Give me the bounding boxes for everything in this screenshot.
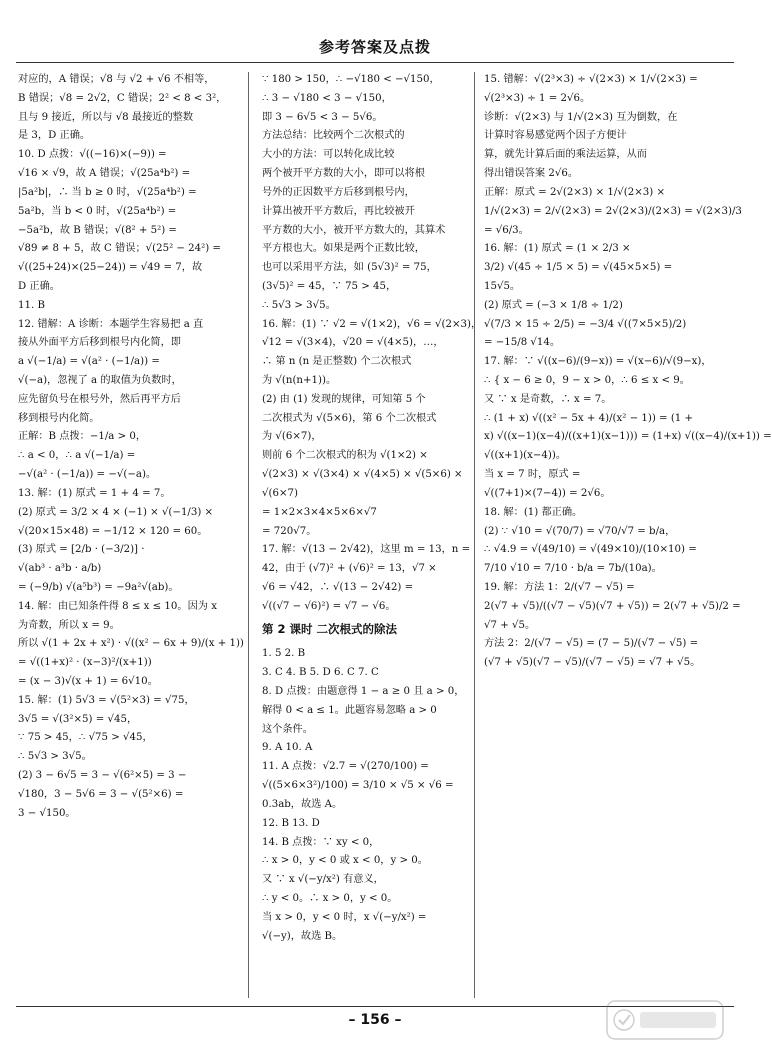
header-rule — [16, 62, 734, 63]
answer-line: ∴ 5√3 > 3√5。 — [262, 299, 336, 311]
answer-line: 为 √(6×7)， — [262, 431, 322, 443]
answer-line: ∴ √4.9 = √(49/10) = √(49×10)/(10×10) = — [484, 544, 697, 556]
answer-line: 则前 6 个二次根式的积为 √(1×2) × — [262, 450, 428, 462]
answer-line: 平方数的大小，被开平方数大的，其算术 — [262, 224, 446, 236]
answer-line: √((25+24)×(25−24)) = √49 = 7，故 — [18, 262, 203, 274]
answer-line: 算，就先计算后面的乘法运算，从而 — [484, 149, 647, 161]
answer-line: −5a²b，故 B 错误；√(8² + 5²) = — [18, 224, 177, 236]
answer-line: 这个条件。 — [262, 723, 313, 735]
answer-line: 5a²b，当 b < 0 时，√(25a⁴b²) = — [18, 205, 177, 217]
answer-line: (2) ∵ √10 = √(70/7) = √70/√7 = b/a， — [484, 525, 676, 537]
answer-line: 1. 5 2. B — [262, 648, 306, 660]
answer-line: 2(√7 + √5)/((√7 − √5)(√7 + √5)) = 2(√7 + √5)/2 = — [484, 600, 741, 612]
answer-line: 15. 解：(1) 5√3 = √(5²×3) = √75， — [18, 694, 195, 706]
answer-line: √(2×3) × √(3×4) × √(4×5) × √(5×6) × — [262, 469, 463, 481]
answer-line: x) √((x−1)(x−4)/((x+1)(x−1))) = (1+x) √((x−4)/(x+1)) = — [484, 431, 772, 443]
answer-line: 移到根号内化简。 — [18, 412, 100, 424]
answer-line: ∴ 5√3 > 3√5。 — [18, 751, 92, 763]
answer-line: 16. 解：(1) 原式 = (1 × 2/3 × — [484, 243, 631, 255]
answer-line: 17. 解：√(13 − 2√42)，这里 m = 13，n = — [262, 544, 471, 556]
answer-line: 又 ∵ x 是奇数，∴ x = 7。 — [484, 393, 612, 405]
answer-line: 3/2) √(45 ÷ 1/5 × 5) = √(45×5×5) = — [484, 262, 673, 274]
answer-line: = (−9/b) √(a⁵b³) = −9a²√(ab)。 — [18, 581, 179, 593]
answer-line: ∴ x > 0，y < 0 或 x < 0，y > 0。 — [262, 855, 428, 867]
answer-line: 13. 解：(1) 原式 = 1 + 4 = 7。 — [18, 487, 171, 499]
answer-line: 9. A 10. A — [262, 742, 313, 754]
answer-line: 接从外面平方后移到根号内化简，即 — [18, 337, 181, 349]
answer-line: 1/√(2×3) = 2/√(2×3) = 2√(2×3)/(2×3) = √(2×3)/3 — [484, 205, 742, 217]
answer-line: 3. C 4. B 5. D 6. C 7. C — [262, 667, 379, 679]
answer-column-1 — [18, 72, 244, 998]
answer-line: √16 × √9，故 A 错误；√(25a⁴b²) = — [18, 168, 191, 180]
page-title: 参考答案及点拨 — [318, 38, 431, 56]
answer-line: 也可以采用平方法，如 (5√3)² = 75， — [262, 262, 437, 274]
watermark-logo — [606, 1000, 724, 1040]
answer-line: √(−y)，故选 B。 — [262, 930, 343, 942]
answer-line: 16. 解：(1) ∵ √2 = √(1×2)，√6 = √(2×3)， — [262, 318, 482, 330]
answer-line: 3√5 = √(3²×5) = √45， — [18, 713, 138, 725]
answer-line: √12 = √(3×4)，√20 = √(4×5)，…， — [262, 337, 444, 349]
answer-line: 大小的方法：可以转化成比较 — [262, 149, 395, 161]
answer-line: ∴ a < 0，∴ a √(−1/a) = — [18, 450, 136, 462]
answer-line: 且与 9 接近，所以与 √8 最接近的整数 — [18, 111, 194, 123]
answer-line: 正解：原式 = 2√(2×3) × 1/√(2×3) × — [484, 186, 666, 198]
answer-line: = √6/3。 — [484, 224, 529, 236]
answer-line: 17. 解：∵ √((x−6)/(9−x)) = √(x−6)/√(9−x)， — [484, 356, 712, 368]
column-divider — [474, 72, 475, 998]
answer-line: ∴ (1 + x) √((x² − 5x + 4)/(x² − 1)) = (1 + — [484, 412, 694, 424]
answer-line: = 1×2×3×4×5×6×√7 — [262, 506, 377, 518]
answer-line: 0.3ab，故选 A。 — [262, 798, 343, 810]
answer-line: −√(a² · (−1/a)) = −√(−a)。 — [18, 469, 157, 481]
answer-line: 平方根也大。如果是两个正数比较， — [262, 243, 425, 255]
answer-line: (3) 原式 = [2/b · (−3/2)] · — [18, 544, 145, 556]
answer-line: 7/10 √10 = 7/10 · b/a = 7b/(10a)。 — [484, 563, 662, 575]
answer-line: 又 ∵ x √(−y/x²) 有意义， — [262, 874, 384, 886]
answer-column-3 — [484, 72, 772, 998]
section-title: 第 2 课时 二次根式的除法 — [262, 621, 398, 636]
answer-line: |5a²b|，∴ 当 b ≥ 0 时，√(25a⁴b²) = — [18, 186, 197, 198]
answer-line: (2) 原式 = (−3 × 1/8 ÷ 1/2) — [484, 299, 623, 311]
answer-line: 计算出被开平方数后，再比较被开 — [262, 205, 415, 217]
answer-line: (2) 3 − 6√5 = 3 − √(6²×5) = 3 − — [18, 770, 187, 782]
answer-line: 为奇数，所以 x = 9。 — [18, 619, 120, 631]
answer-line: 二次根式为 √(5×6)，第 6 个二次根式 — [262, 412, 437, 424]
answer-line: 18. 解：(1) 都正确。 — [484, 506, 583, 518]
answer-line: 对应的，A 错误；√8 与 √2 + √6 不相等， — [18, 74, 215, 85]
answer-line: √89 ≠ 8 + 5，故 C 错误；√(25² − 24²) = — [18, 243, 221, 255]
answer-line: 解得 0 < a ≤ 1。此题容易忽略 a > 0 — [262, 704, 437, 716]
answer-line: D 正确。 — [18, 280, 60, 292]
answer-line: 正解：B 点拨：−1/a > 0， — [18, 431, 147, 443]
answer-line: 12. 错解：A 诊断：本题学生容易把 a 直 — [18, 318, 204, 330]
answer-line: √((5×6×3²)/100) = 3/10 × √5 × √6 = — [262, 780, 454, 792]
answer-line: √(2³×3) ÷ 1 = 2√6。 — [484, 92, 591, 104]
answer-line: 应先留负号在根号外，然后再平方后 — [18, 393, 181, 405]
answer-line: 14. B 点拨：∵ xy < 0， — [262, 836, 380, 848]
answer-line: ∴ y < 0。∴ x > 0，y < 0。 — [262, 892, 398, 904]
answer-line: 诊断：√(2×3) 与 1/√(2×3) 互为倒数，在 — [484, 111, 678, 123]
answer-line: (2) 原式 = 3/2 × 4 × (−1) × √(−1/3) × — [18, 506, 214, 518]
answer-line: 42，由于 (√7)² + (√6)² = 13，√7 × — [262, 563, 437, 575]
answer-line: = −15/8 √14。 — [484, 337, 561, 349]
answer-line: 12. B 13. D — [262, 817, 320, 829]
answer-line: 号外的正因数平方后移到根号内， — [262, 186, 415, 198]
answer-line: 方法总结：比较两个二次根式的 — [262, 130, 405, 142]
answer-line: B 错误；√8 = 2√2，C 错误；2² < 8 < 3²， — [18, 92, 227, 104]
answer-line: 得出错误答案 2√6。 — [484, 168, 579, 180]
answer-line: 当 x > 0，y < 0 时，x √(−y/x²) = — [262, 911, 427, 923]
answer-line: a √(−1/a) = √(a² · (−1/a)) = — [18, 356, 160, 368]
answer-line: 3 − √150。 — [18, 807, 76, 819]
answer-line: = 720√7。 — [262, 525, 317, 537]
answer-line: 15. 错解：√(2³×3) ÷ √(2×3) × 1/√(2×3) = — [484, 74, 698, 85]
answer-line: (√7 + √5)(√7 − √5)/(√7 − √5) = √7 + √5。 — [484, 657, 701, 669]
answer-line: 所以 √(1 + 2x + x²) · √((x² − 6x + 9)/(x + 1)) — [18, 638, 244, 650]
page-number: – 156 – — [348, 1012, 402, 1028]
answer-line: 15√5。 — [484, 280, 521, 292]
answer-line: √(7/3 × 15 ÷ 2/5) = −3/4 √((7×5×5)/2) — [484, 318, 687, 330]
answer-line: 即 3 − 6√5 < 3 − 5√6。 — [262, 111, 383, 123]
answer-line: √((7+1)×(7−4)) = 2√6。 — [484, 487, 611, 499]
answer-line: 8. D 点拨：由题意得 1 − a ≥ 0 且 a > 0， — [262, 686, 465, 697]
answer-line: √(ab³ · a³b · a/b) — [18, 563, 102, 575]
answer-line: 14. 解：由已知条件得 8 ≤ x ≤ 10。因为 x — [18, 600, 217, 612]
answer-line: ∴ { x − 6 ≥ 0，9 − x > 0，∴ 6 ≤ x < 9。 — [484, 375, 690, 386]
answer-line: 计算时容易感觉两个因子方便计 — [484, 130, 627, 142]
answer-line: √6 = √42，∴ √(13 − 2√42) = — [262, 581, 414, 593]
answer-column-2 — [262, 72, 482, 998]
answer-line: ∴ 第 n (n 是正整数) 个二次根式 — [262, 356, 412, 368]
answer-line: 方法 2：2/(√7 − √5) = (7 − 5)/(√7 − √5) = — [484, 638, 699, 650]
answer-line: √7 + √5。 — [484, 619, 536, 631]
answer-line: √((√7 − √6)²) = √7 − √6。 — [262, 600, 396, 612]
answer-line: √((x+1)(x−4))。 — [484, 450, 567, 462]
answer-line: 11. A 点拨：√2.7 = √(270/100) = — [262, 761, 429, 773]
answer-line: 10. D 点拨：√((−16)×(−9)) = — [18, 149, 167, 161]
page-header — [0, 0, 750, 62]
answer-line: 是 3，D 正确。 — [18, 130, 91, 142]
answer-line: √(−a)，忽视了 a 的取值为负数时， — [18, 375, 182, 386]
answer-line: ∵ 75 > 45，∴ √75 > √45， — [18, 732, 153, 744]
answer-line: (2) 由 (1) 发现的规律，可知第 5 个 — [262, 393, 426, 405]
answer-line: = √((1+x)² · (x−3)²/(x+1)) — [18, 657, 152, 669]
answer-line: ∴ 3 − √180 < 3 − √150， — [262, 92, 392, 104]
answer-line: √180，3 − 5√6 = 3 − √(5²×6) = — [18, 788, 184, 800]
answer-line: 为 √(n(n+1))。 — [262, 375, 337, 386]
answer-line: √(6×7) — [262, 487, 298, 499]
answer-line: √(20×15×48) = −1/12 × 120 = 60。 — [18, 525, 208, 537]
answer-line: (3√5)² = 45，∵ 75 > 45， — [262, 280, 397, 292]
answer-line: 11. B — [18, 299, 45, 311]
answer-line: 19. 解：方法 1：2/(√7 − √5) = — [484, 581, 635, 593]
answer-line: 两个被开平方数的大小，即可以将根 — [262, 168, 425, 180]
answer-line: ∵ 180 > 150，∴ −√180 < −√150， — [262, 74, 440, 85]
answer-line: 当 x = 7 时，原式 = — [484, 469, 581, 481]
column-divider — [248, 72, 249, 998]
answer-line: = (x − 3)√(x + 1) = 6√10。 — [18, 676, 158, 687]
